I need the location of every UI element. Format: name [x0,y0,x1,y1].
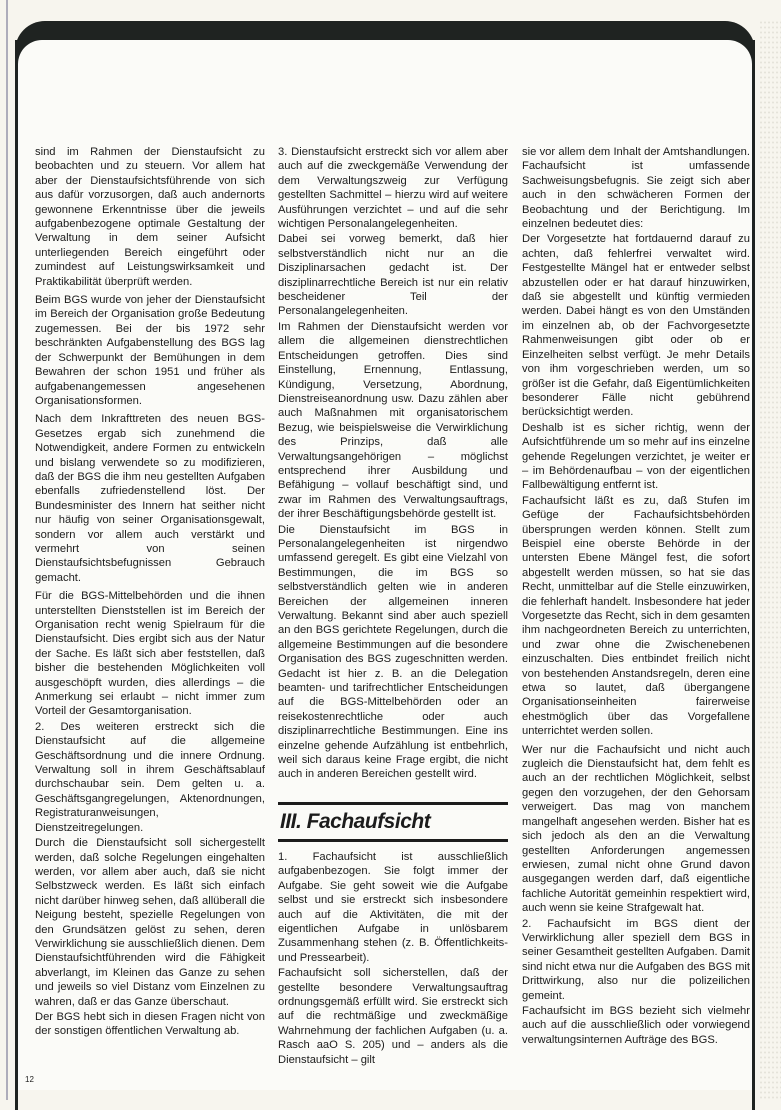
paragraph: Fachaufsicht läßt es zu, daß Stufen im Gefüge der Fachaufsichtsbehörden übersprungen werden können. Stellt zum Beispiel eine oberste Behörde in der untersten Ebene Mängel fest, die sofort abgestellt werden müssen, so hat sie das Recht, unmittelbar auf die Stelle einzuwirken, die fehlerhaft handelt. Insbesondere hat jeder Vorgesetzte das Recht, sich in dem gesamten ihm nachgeordneten Bereich zu unterrichten, und zwar ohne die Zwischenebenen einzuschalten. Dies entbindet freilich nicht von bestehenden Anstandsregeln, deren eine etwa so lautet, daß übergangene Organisationseinheiten fairerweise ehestmöglich über das Vorgefallene unterrichtet werden sollen. [522,494,750,738]
paragraph: sind im Rahmen der Dienstaufsicht zu beobachten und zu steuern. Vor allem hat aber der Dienstaufsichtsführende von sich aus dafür vorzusorgen, daß auch andernorts gewonnene Erkenntnisse über die jeweils aufgabenbezogene optimale Gestaltung der Verwaltung in dem seiner Aufsicht unterliegenden Bereich eingeführt oder zumindest auf Leistungswirksamkeit und Praktikabilität überprüft werden. [35,146,265,288]
paragraph: Der Vorgesetzte hat fortdauernd darauf zu achten, daß fehlerfrei verwaltet wird. Festgestellte Mängel hat er entweder selbst abzustellen oder er hat darauf hinzuwirken, daß sie abgestellt und künftig vermieden werden. Dabei hängt es von den Umständen im einzelnen ab, ob der Fachvorgesetzte Rahmenweisungen gibt oder ob er Einzelheiten selbst verfügt. Je mehr Details von ihm vorgeschrieben werden, um so größer ist die Gefahr, daß Eigentümlichkeiten besonderer Fälle nicht gebührend berücksichtigt werden. [522,233,750,419]
paragraph: Nach dem Inkrafttreten des neuen BGS-Gesetzes ergab sich zunehmend die Notwendigkeit, andere Formen zu entwickeln und bislang verwendete so zu modifizieren, daß der BGS die ihm neu gestellten Aufgaben ebenfalls zufriedenstellend löst. Der Bundesminister des Innern hat seither nicht nur häufig von seiner Organisationsgewalt, sondern vor allem auch verstärkt und vermehrt von seinen Dienstaufsichtsbefugnissen Gebrauch gemacht. [35,413,265,584]
paragraph: Durch die Dienstaufsicht soll sichergestellt werden, daß solche Regelungen eingehalten werden, vor allem aber auch, daß sie nicht Selbstzweck werden. Es läßt sich einfach nicht darüber hinweg sehen, daß allüberall die Neigung besteht, spezielle Regelungen von den Grundsätzen gelöst zu sehen, deren Verwirklichung sie ausschließlich dienen. Dem Dienstaufsichtführenden wird die Fähigkeit abverlangt, im Kleinen das Ganze zu sehen und jeweils so viel Distanz vom Einzelnen zu wahren, daß er das Ganze überschaut. [35,837,265,1008]
column-1 [35,145,265,1040]
paragraph: Für die BGS-Mittelbehörden und die ihnen unterstellten Dienststellen ist im Bereich der Organisation recht wenig Spielraum für die Dienstaufsicht. Dies ergibt sich aus der Natur der Sache. Es läßt sich aber feststellen, daß bisher die bestehenden Möglichkeiten voll ausgeschöpft wurden, dies allerdings – die Anmerkung sei erlaubt – nicht immer zum Vorteil der Gesamtorganisation. [35,590,265,718]
section-heading-block [278,802,508,842]
paragraph: sie vor allem dem Inhalt der Amtshandlungen. Fachaufsicht ist umfassende Sachweisungsbefugnis. Sie zeigt sich aber auch in den schwächeren Formen der Beobachtung und der Berichtigung. Im einzelnen bedeutet dies: [522,146,750,231]
paragraph: Fachaufsicht im BGS bezieht sich vielmehr auch auf die ausschließlich oder vorwiegend verwaltungsinternen Aufträge des BGS. [522,1004,750,1046]
heading-rule-bottom [278,839,508,842]
print-speckle [759,20,781,1100]
paragraph: Wer nur die Fachaufsicht und nicht auch zugleich die Dienstaufsicht hat, dem fehlt es auch an der rechtlichen Möglichkeit, selbst gegen den vorzugehen, der den Gehorsam verweigert. Das mag von manchem mangelhaft angesehen werden. Bisher hat es sich jedoch als den an die Verwaltung gestellten Anforderungen angemessen erwiesen, zumal nicht ohne Grund davon ausgegangen werden darf, daß eigentliche fachliche Autorität gemeinhin respektiert wird, auch wenn sie keine Strafgewalt hat. [522,743,750,915]
column-2 [278,145,508,1068]
paragraph: Beim BGS wurde von jeher der Dienstaufsicht im Bereich der Organisation große Bedeutung zugemessen. Bei der bis 1972 sehr beschränkten Aufgabenstellung des BGS lag der Schwerpunkt der Bemühungen in dem Bewahren der schon 1951 und früher als aufgabenangemessen angesehenen Organisationsformen. [35,294,265,407]
paragraph: 1. Fachaufsicht ist ausschließlich aufgabenbezogen. Sie folgt immer der Aufgabe. Sie geht soweit wie die Aufgabe selbst und sie erstreckt sich insbesondere auch auf die Aktivitäten, die mit der eigentlichen Aufgabe in unlösbarem Zusammenhang stehen (z. B. Öffentlichkeits- und Pressearbeit). [278,850,508,964]
section-heading: III. Fachaufsicht [280,809,431,833]
page-number: 12 [25,1075,34,1084]
paragraph: 2. Fachaufsicht im BGS dient der Verwirklichung aller speziell dem BGS in seiner Gesamtheit gestellten Aufgaben. Damit sind nicht etwa nur die Aufgaben des BGS mit Drittwirkung, also nur die polizeilichen gemeint. [522,917,750,1002]
column-3 [522,145,750,1048]
paragraph: Fachaufsicht soll sicherstellen, daß der gestellte besondere Verwaltungsauftrag ordnungsgemäß erfüllt wird. Sie erstreckt sich auf die rechtmäßige und zweckmäßige Wahrnehmung der fachlichen Aufgaben (u. a. Rasch aaO S. 205) und – anders als die Dienstaufsicht – gilt [278,967,508,1066]
paragraph: Deshalb ist es sicher richtig, wenn der Aufsichtführende um so mehr auf ins einzelne gehende Regelungen verzichtet, je weiter er – im Behördenaufbau – von der eigentlichen Fallbewältigung entfernt ist. [522,421,750,492]
paragraph: Im Rahmen der Dienstaufsicht werden vor allem die allgemeinen dienstrechtlichen Entscheidungen getroffen. Dies sind Einstellung, Ernennung, Entlassung, Kündigung, Versetzung, Abordnung, Dienstreiseanordnung usw. Dazu zählen aber auch Maßnahmen mit organisatorischem Bezug, wie beispielsweise die Verwirklichung des Prinzips, daß alle Verwaltungsangehörigen – möglichst entsprechend ihrer Ausbildung und Befähigung – vollauf beschäftigt sind, und zwar im Rahmen des Verwaltungsauftrags, der ihrer Beschäftigungsbehörde gestellt ist. [278,320,508,521]
paragraph: Dabei sei vorweg bemerkt, daß hier selbstverständlich nicht nur an die Disziplinarsachen gedacht ist. Der disziplinarrechtliche Bereich ist nur ein relativ bescheidener Teil der Personalangelegenheiten. [278,233,508,318]
article-body [35,145,750,1095]
paragraph: 3. Dienstaufsicht erstreckt sich vor allem aber auch auf die zweckgemäße Verwendung der dem Verwaltungszweig zur Verfügung gestellten Sachmittel – hierzu wird auf weitere Ausführungen verzichtet – und auf die sehr wichtigen Personalangelegenheiten. [278,146,508,231]
paragraph: 2. Des weiteren erstreckt sich die Dienstaufsicht auf die allgemeine Geschäftsordnung und die innere Ordnung. Verwaltung soll in ihrem Geschäftsablauf durchschaubar sein. Dem gelten u. a. Geschäftsgangregelungen, Aktenordnungen, Registraturanweisungen, Dienstzeitregelungen. [35,720,265,834]
paragraph: Der BGS hebt sich in diesen Fragen nicht von der sonstigen öffentlichen Verwaltung ab. [35,1010,265,1038]
page-edge [6,0,8,1100]
paragraph: Die Dienstaufsicht im BGS in Personalangelegenheiten ist nirgendwo umfassend geregelt. Es gibt eine Vielzahl von Bestimmungen, die im BGS so selbstverständlich gelten wie in anderen Bereichen der allgemeinen inneren Verwaltung. Bekannt sind aber auch speziell an den BGS gerichtete Regelungen, durch die allgemeine Bestimmungen auf die besondere Organisation des BGS zugeschnitten werden. Gedacht ist hier z. B. an die Delegation beamten- und tarifrechtlicher Entscheidungen auf die BGS-Mittelbehörden oder an reisekostenrechtliche oder auch disziplinarrechtliche Bestimmungen. Eine ins einzelne gehende Aufzählung ist entbehrlich, weil sich daraus keine Frage ergibt, die nicht auch in anderen Bereichen gestellt wird. [278,523,508,781]
